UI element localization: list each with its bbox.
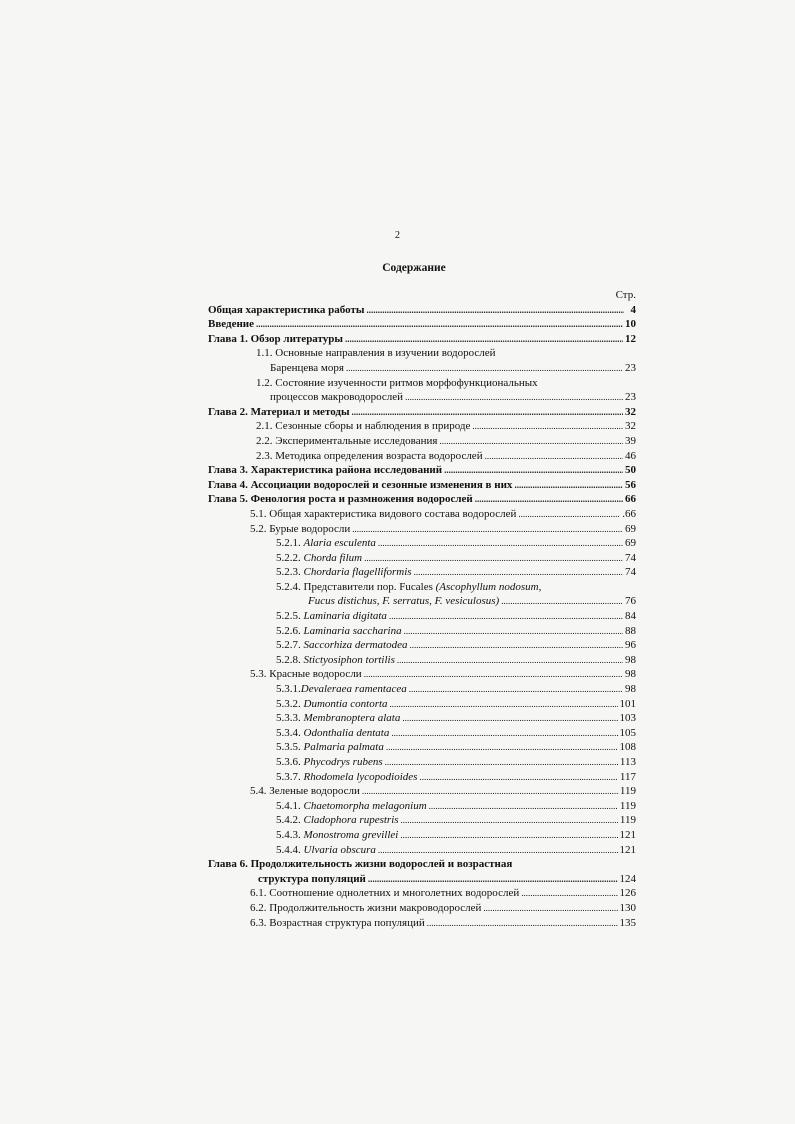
toc-entry: 5.2.3. Chordaria flagelliformis ..... 74 [208,565,636,580]
toc-entry: Глава 2. Материал и методы ..... 32 [208,405,636,420]
toc-entry: 5.4.2. Cladophora rupestris ..... 119 [208,813,636,828]
toc-entry: Глава 5. Фенология роста и размножения водорослей ..... 66 [208,492,636,507]
toc-entry: 5.3.7. Rhodomela lycopodioides ..... 117 [208,770,636,785]
toc-entry: 5.1. Общая характеристика видового состава водорослей ..... .66 [208,507,636,522]
toc-entry: Введение ..... 10 [208,317,636,332]
toc-entry: 2.2. Экспериментальные исследования ..... 39 [208,434,636,449]
toc-entry: 5.3.3. Membranoptera alata ..... 103 [208,711,636,726]
toc-entry: 5.2.8. Stictyosiphon tortilis ..... 98 [208,653,636,668]
toc-entry-continued: структура популяций ..... 124 [208,872,636,887]
toc-entry: Глава 6. Продолжительность жизни водорослей и возрастная [208,858,513,871]
toc-entry: 5.4. Зеленые водоросли ..... 119 [208,784,636,799]
toc-entry: Общая характеристика работы ..... 4 [208,303,636,318]
toc-entry: 2.3. Методика определения возраста водорослей ..... 46 [208,449,636,464]
toc-entry: 5.3.4. Odonthalia dentata ..... 105 [208,726,636,741]
toc-entry: 5.4.1. Chaetomorpha melagonium ..... 119 [208,799,636,814]
toc-entry: 6.1. Соотношение однолетних и многолетних водорослей ..... 126 [208,886,636,901]
toc-entry: 5.2. Бурые водоросли ..... 69 [208,522,636,537]
toc-entry: Глава 3. Характеристика района исследований ..... 50 [208,463,636,478]
toc-entry: Глава 1. Обзор литературы ..... 12 [208,332,636,347]
toc-entry: 5.3. Красные водоросли ..... 98 [208,667,636,682]
page-title: Содержание [382,262,446,274]
page-number: 2 [395,230,400,241]
toc-entry: 6.3. Возрастная структура популяций ..... 135 [208,916,636,931]
toc-entry: 5.2.6. Laminaria saccharina ..... 88 [208,624,636,639]
toc-entry: 2.1. Сезонные сборы и наблюдения в природе ..... 32 [208,419,636,434]
toc-entry: 5.3.6. Phycodrys rubens ..... 113 [208,755,636,770]
pages-column-label: Стр. [615,289,636,301]
toc-entry: Глава 4. Ассоциации водорослей и сезонные изменения в них ..... 56 [208,478,636,493]
toc-entry: 1.1. Основные направления в изучении водорослей [256,347,496,360]
toc-entry: 5.2.2. Chorda filum ..... 74 [208,551,636,566]
toc-entry: 5.2.4. Представители пор. Fucales (Ascophyllum nodosum, [276,580,542,593]
toc-entry: 5.3.2. Dumontia contorta ..... 101 [208,697,636,712]
table-of-contents [208,288,636,930]
toc-entry: 5.3.5. Palmaria palmata ..... 108 [208,740,636,755]
toc-entry: 6.2. Продолжительность жизни макроводорослей ..... 130 [208,901,636,916]
toc-entry: 1.2. Состояние изученности ритмов морфофункциональных [256,376,538,389]
toc-entry: 5.2.1. Alaria esculenta ..... 69 [208,536,636,551]
toc-entry-continued: Fucus distichus, F. serratus, F. vesiculosus) ..... 76 [208,594,636,609]
toc-entry-continued: процессов макроводорослей ..... 23 [208,390,636,405]
toc-entry: 5.2.5. Laminaria digitata ..... 84 [208,609,636,624]
toc-entry: 5.4.4. Ulvaria obscura ..... 121 [208,843,636,858]
toc-entry: 5.2.7. Saccorhiza dermatodea ..... 96 [208,638,636,653]
toc-entry: 5.4.3. Monostroma grevillei ..... 121 [208,828,636,843]
toc-entry: 5.3.1. Devaleraea ramentacea ..... 98 [208,682,636,697]
toc-entry-continued: Баренцева моря ..... 23 [208,361,636,376]
